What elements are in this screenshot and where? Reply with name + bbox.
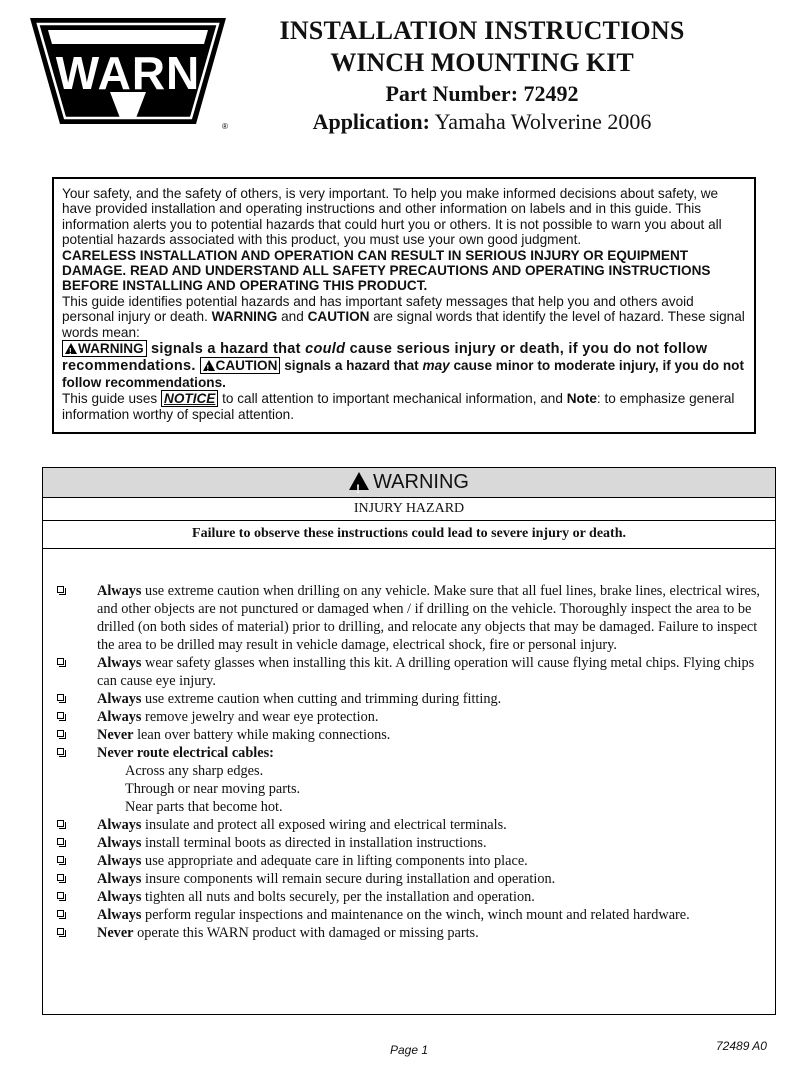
warning-tag: !WARNING (62, 340, 147, 357)
checkbox-bullet-icon (57, 730, 64, 737)
list-item: Always use appropriate and adequate care in lifting components into place. (43, 852, 775, 870)
checkbox-bullet-icon (57, 838, 64, 845)
careless-statement: CARELESS INSTALLATION AND OPERATION CAN RESULT IN SERIOUS INJURY OR EQUIPMENT DAMAGE. READ AND UNDERSTAND ALL SAFETY PRECAUTIONS AND OPERATING INSTRUCTIONS BEFORE INSTALLING AND OPERATING THIS PRODUCT. (62, 247, 711, 294)
list-item: Always wear safety glasses when installing this kit. A drilling operation will cause flying metal chips. Flying chips can cause eye injury. (43, 654, 775, 690)
document-header (262, 16, 702, 136)
checkbox-bullet-icon (57, 874, 64, 881)
svg-text:®: ® (222, 122, 228, 131)
list-item: Never lean over battery while making connections. (43, 726, 775, 744)
warning-heading: !WARNING (43, 468, 775, 498)
list-item: Never operate this WARN product with damaged or missing parts. (43, 924, 775, 942)
checkbox-bullet-icon (57, 892, 64, 899)
list-item: Always insure components will remain secure during installation and operation. (43, 870, 775, 888)
warning-triangle-icon (349, 472, 369, 490)
caution-tag: ! CAUTION (200, 357, 281, 374)
checkbox-bullet-icon (57, 748, 64, 755)
checkbox-bullet-icon (57, 658, 64, 665)
injury-hazard: INJURY HAZARD (43, 498, 775, 521)
checkbox-bullet-icon (57, 694, 64, 701)
warning-table (42, 467, 776, 1015)
list-item: Always use extreme caution when drilling on any vehicle. Make sure that all fuel lines, brake lines, electrical wires, and other objects are not punctured or damaged when / if drilling on the vehicle. Thoroughly inspect the area to be drilled (on both sides of material) prior to drilling, and relocate any objects that may be damaged. Failure to inspect the area to be drilled may result in vehicle damage, electrical shock, fire or personal injury. (43, 582, 775, 654)
list-item: Always perform regular inspections and maintenance on the winch, winch mount and related hardware. (43, 906, 775, 924)
checkbox-bullet-icon (57, 910, 64, 917)
sub-item: Near parts that become hot. (125, 799, 283, 815)
application: Application: Yamaha Wolverine 2006 (312, 109, 652, 134)
checkbox-bullet-icon (57, 586, 64, 593)
failure-statement: Failure to observe these instructions could lead to severe injury or death. (43, 521, 775, 549)
logo-text: WARN (55, 47, 201, 99)
list-item: Always remove jewelry and wear eye protection. (43, 708, 775, 726)
signal-words-intro: This guide identifies potential hazards and has important safety messages that help you and others avoid personal injury or death. WARNING and CAUTION are signal words that identify the level of hazard. These signal words mean: (62, 293, 745, 340)
part-number: Part Number: 72492 (385, 81, 579, 106)
list-item: Always insulate and protect all exposed wiring and electrical terminals. (43, 816, 775, 834)
warn-logo (28, 16, 228, 134)
checkbox-bullet-icon (57, 820, 64, 827)
warning-list (43, 549, 775, 942)
warning-triangle-icon (65, 343, 77, 354)
list-item: Never route electrical cables: (43, 744, 775, 762)
title-line-2: WINCH MOUNTING KIT (330, 48, 634, 77)
list-item: Always tighten all nuts and bolts securely, per the installation and operation. (43, 888, 775, 906)
signal-definitions: !WARNING signals a hazard that could cause serious injury or death, if you do not follow recommendations. ! CAUTION signals a hazard that may cause minor to moderate injury, if you do not follow recommendations. (62, 340, 746, 390)
part-number-value: 72492 (523, 81, 579, 106)
checkbox-bullet-icon (57, 856, 64, 863)
list-item: Always install terminal boots as directed in installation instructions. (43, 834, 775, 852)
application-value: Yamaha Wolverine 2006 (434, 109, 652, 134)
caution-triangle-icon (203, 360, 215, 371)
safety-intro: Your safety, and the safety of others, is very important. To help you make informed decisions about safety, we have provided installation and operating instructions and other information on labels and in this guide. This information alerts you to potential hazards that could hurt you or others. It is not possible to warn you about all potential hazards associated with this product, you must use your own good judgment. (62, 186, 722, 248)
sub-item: Across any sharp edges. (125, 763, 264, 779)
list-item: Always use extreme caution when cutting and trimming during fitting. (43, 690, 775, 708)
safety-notice-box (52, 177, 756, 434)
notice-tag: NOTICE (161, 390, 218, 407)
notice-definition: This guide uses NOTICE to call attention to important mechanical information, and Note: to emphasize general information worthy of special attention. (62, 391, 735, 423)
document-code: 72489 A0 (716, 1039, 767, 1053)
title-line-1: INSTALLATION INSTRUCTIONS (279, 16, 685, 45)
checkbox-bullet-icon (57, 928, 64, 935)
sub-item: Through or near moving parts. (125, 781, 301, 797)
page-number: Page 1 (390, 1043, 429, 1057)
checkbox-bullet-icon (57, 712, 64, 719)
